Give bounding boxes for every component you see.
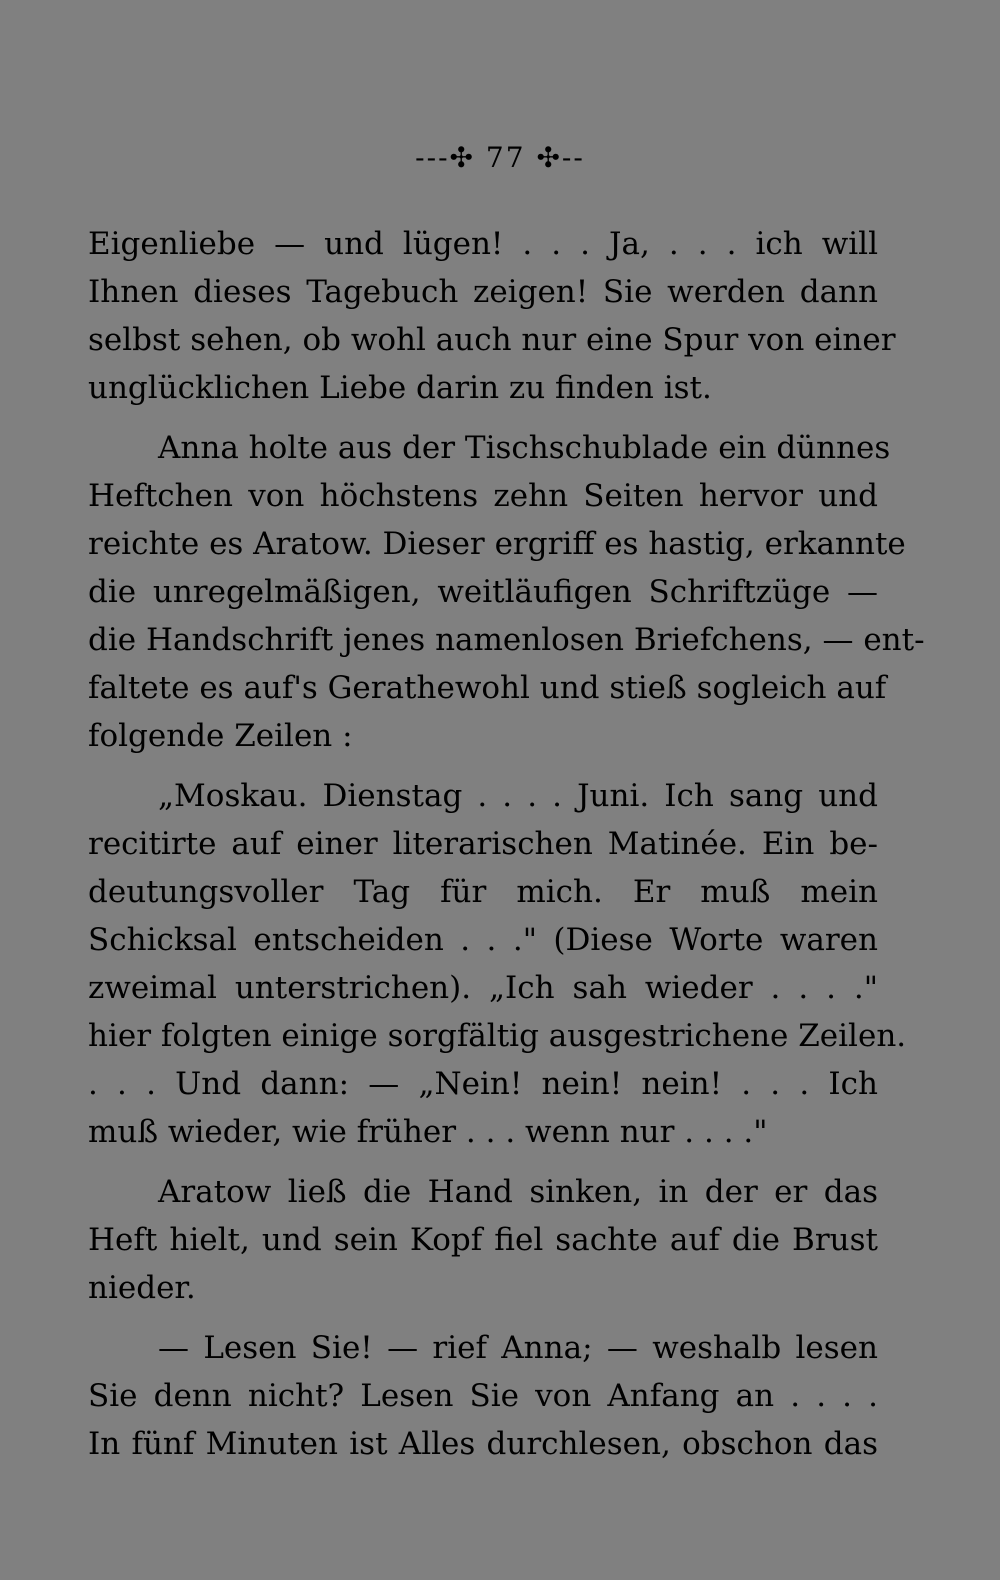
text-line: Aratow ließ die Hand sinken, in der er das (158, 1174, 878, 1210)
text-line: reichte es Aratow. Dieser ergriff es hastig, erkannte (88, 526, 906, 562)
text-line: deutungsvoller Tag für mich. Er muß mein (88, 874, 878, 910)
text-line: Sie denn nicht? Lesen Sie von Anfang an . . . . (88, 1378, 878, 1414)
text-line: recitirte auf einer literarischen Matinée. Ein be- (88, 826, 878, 862)
paragraph (88, 772, 907, 1156)
paragraph (88, 424, 925, 760)
text-line: . . . Und dann: — „Nein! nein! nein! . . . Ich (88, 1066, 878, 1102)
text-line: In fünf Minuten ist Alles durchlesen, obschon das (88, 1426, 878, 1462)
page-header (0, 138, 1000, 178)
text-line: Ihnen dieses Tagebuch zeigen! Sie werden dann (88, 274, 878, 310)
header-ornament-left: ---✣ (415, 141, 475, 174)
text-line: faltete es auf's Gerathewohl und stieß sogleich auf (88, 670, 887, 706)
text-line: Heftchen von höchstens zehn Seiten hervor und (88, 478, 878, 514)
text-line: Schicksal entscheiden . . ." (Diese Worte waren (88, 922, 878, 958)
text-line: selbst sehen, ob wohl auch nur eine Spur von einer (88, 322, 896, 358)
text-line: — Lesen Sie! — rief Anna; — weshalb lesen (158, 1330, 878, 1366)
text-line: die unregelmäßigen, weitläufigen Schriftzüge — (88, 574, 878, 610)
text-line: Anna holte aus der Tischschublade ein dünnes (158, 430, 891, 466)
text-line: nieder. (88, 1270, 196, 1306)
text-line: „Moskau. Dienstag . . . . Juni. Ich sang und (158, 778, 878, 814)
text-line: die Handschrift jenes namenlosen Briefchens, — ent- (88, 622, 925, 658)
text-line: hier folgten einige sorgfältig ausgestrichene Zeilen. (88, 1018, 907, 1054)
header-ornament-right: ✣-- (536, 141, 585, 174)
paragraph (88, 220, 896, 412)
paragraph (88, 1168, 878, 1312)
paragraph (88, 1324, 878, 1468)
body-text (88, 220, 925, 1468)
text-line: folgende Zeilen : (88, 718, 353, 754)
text-line: zweimal unterstrichen). „Ich sah wieder . . . ." (88, 970, 878, 1006)
page-number: 77 (485, 141, 526, 174)
text-line: Heft hielt, und sein Kopf fiel sachte auf die Brust (88, 1222, 878, 1258)
text-line: muß wieder, wie früher . . . wenn nur . . . ." (88, 1114, 768, 1150)
text-line: Eigenliebe — und lügen! . . . Ja, . . . ich will (88, 226, 878, 262)
text-line: unglücklichen Liebe darin zu finden ist. (88, 370, 712, 406)
